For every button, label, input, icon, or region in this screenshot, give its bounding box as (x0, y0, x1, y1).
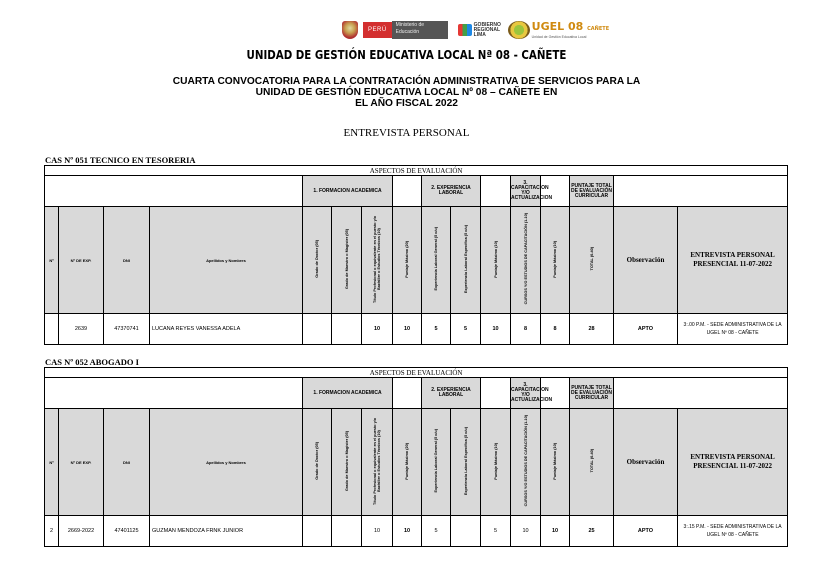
header-total-label: TOTAL (0-40) (589, 247, 594, 271)
cell-pm-experiencia: 10 (481, 314, 511, 345)
cell-exp-especifica (451, 516, 481, 547)
header-doctor (303, 409, 332, 516)
cell-maestro (332, 314, 362, 345)
table-row (45, 314, 788, 345)
header-exp-general (422, 409, 451, 516)
cell-observacion: APTO (614, 516, 678, 547)
header-entrevista: ENTREVISTA PERSONAL PRESENCIAL 11-07-2022 (678, 409, 788, 516)
cell-dni: 47370741 (104, 314, 150, 345)
header-pm-capacitacion (541, 409, 570, 516)
gobierno-regional-logo (458, 21, 501, 38)
group-experiencia: 2. EXPERIENCIA LABORAL (422, 378, 481, 409)
header-total-label: TOTAL (0-40) (589, 449, 594, 473)
page-title: UNIDAD DE GESTIÓN EDUCATIVA LOCAL Nª 08 - CAÑETE (246, 47, 567, 62)
header-pm-formacion (393, 207, 422, 314)
gobierno-regional-icon (458, 24, 472, 36)
header-maestro-label: Grado de Maestro o Magíster (05) (344, 228, 349, 290)
subtitle-line: EL AÑO FISCAL 2022 (355, 98, 458, 109)
header-pm-formacion-label: Puntaje Máximo (20) (405, 240, 409, 278)
cell-entrevista: 3:.00 P.M. - SEDE ADMINISTRATIVA DE LA UGEL Nº 08 - CAÑETE (678, 314, 788, 345)
header-total (570, 409, 614, 516)
blank-cell (45, 378, 303, 409)
header-pm-experiencia-label: Puntaje Máximo (10) (493, 240, 498, 278)
header-titulo (362, 409, 393, 516)
header-pm-capacitacion-label: Puntaje Máximo (10) (553, 240, 557, 278)
header-exp-general-label: Experiencia Laboral General (5 c/u) (434, 429, 438, 493)
header-observacion: Observación (614, 207, 678, 314)
cas-title: CAS Nº 051 TECNICO EN TESORERIA (45, 155, 196, 165)
header-pm-formacion-label: Puntaje Máximo (20) (405, 442, 409, 480)
cell-pm-formacion: 10 (393, 314, 422, 345)
header-entrevista: ENTREVISTA PERSONAL PRESENCIAL 11-07-2022 (678, 207, 788, 314)
cell-exp-general: 5 (422, 516, 451, 547)
blank-cell (45, 176, 303, 207)
header-dni: DNI (104, 409, 150, 516)
header-exp-general (422, 207, 451, 314)
evaluation-table (44, 165, 788, 345)
group-capacitacion: 3. CAPACITACION Y/O ACTUALIZACION (511, 176, 541, 207)
cell-nro: 2 (45, 516, 59, 547)
blank-cell (393, 176, 422, 207)
ugel-city: CAÑETE (587, 26, 610, 32)
header-exp: Nº DE EXP. (59, 207, 104, 314)
group-formacion: 1. FORMACION ACADEMICA (303, 378, 393, 409)
header-maestro (332, 207, 362, 314)
subtitle-line: CUARTA CONVOCATORIA PARA LA CONTRATACIÓN ADMINISTRATIVA DE SERVICIOS PARA LA (172, 76, 641, 87)
blank-cell (614, 378, 788, 409)
minedu-logo: Ministerio de Educación (392, 21, 448, 39)
blank-cell (481, 378, 511, 409)
header-pm-experiencia (481, 409, 511, 516)
group-puntaje-total: PUNTAJE TOTAL DE EVALUACIÓN CURRICULAR (570, 378, 614, 409)
group-formacion: 1. FORMACION ACADEMICA (303, 176, 393, 207)
cell-entrevista: 3:.15 P.M. - SEDE ADMINISTRATIVA DE LA UGEL Nº 08 - CAÑETE (678, 516, 788, 547)
header-maestro (332, 409, 362, 516)
header-pm-formacion (393, 409, 422, 516)
header-exp-general-label: Experiencia Laboral General (5 c/u) (434, 227, 438, 291)
cell-dni: 47401125 (104, 516, 150, 547)
header-logos (342, 20, 609, 40)
ugel-name: UGEL 08 (531, 20, 584, 33)
header-titulo-label: Título Profesional o equivalente en el puesto y/o Bachiller o Estudios Técnicos (10) (373, 417, 381, 505)
header-exp-especifica-label: Experiencia Laboral Específica (5 c/u) (463, 426, 468, 496)
header-pm-capacitacion-label: Puntaje Máximo (10) (553, 442, 557, 480)
aspectos-header: ASPECTOS DE EVALUACIÓN (45, 368, 788, 378)
cell-titulo: 10 (362, 516, 393, 547)
cell-pm-capacitacion: 8 (541, 314, 570, 345)
blank-cell (481, 176, 511, 207)
header-total (570, 207, 614, 314)
section-title: ENTREVISTA PERSONAL (343, 127, 470, 139)
evaluation-table (44, 367, 788, 547)
cell-doctor (303, 314, 332, 345)
header-exp: Nº DE EXP. (59, 409, 104, 516)
cell-nro (45, 314, 59, 345)
header-doctor-label: Grado de Doctor (05) (315, 442, 319, 480)
cell-total: 25 (570, 516, 614, 547)
page-subtitle (0, 76, 813, 109)
blank-cell (393, 378, 422, 409)
header-exp-especifica (451, 409, 481, 516)
cas-title: CAS Nº 052 ABOGADO I (45, 357, 139, 367)
ugel-emblem-icon (508, 21, 530, 39)
header-pm-experiencia-label: Puntaje Máximo (10) (493, 442, 498, 480)
subtitle-line: UNIDAD DE GESTIÓN EDUCATIVA LOCAL Nº 08 – CAÑETE EN (255, 87, 558, 98)
group-capacitacion: 3. CAPACITACION Y/O ACTUALIZACION (511, 378, 541, 409)
header-nro: Nº (45, 409, 59, 516)
cell-titulo: 10 (362, 314, 393, 345)
header-titulo (362, 207, 393, 314)
header-observacion: Observación (614, 409, 678, 516)
header-doctor (303, 207, 332, 314)
cell-maestro (332, 516, 362, 547)
peru-coat-of-arms-icon (342, 21, 358, 39)
blank-cell (541, 176, 570, 207)
peru-logo: PERÚ (363, 22, 392, 38)
cell-exp: 2639 (59, 314, 104, 345)
ugel-logo (508, 21, 609, 39)
header-nro: Nº (45, 207, 59, 314)
cell-observacion: APTO (614, 314, 678, 345)
header-exp-especifica-label: Experiencia Laboral Específica (5 c/u) (463, 224, 468, 294)
table-row (45, 516, 788, 547)
cell-cursos: 8 (511, 314, 541, 345)
header-pm-experiencia (481, 207, 511, 314)
header-cursos-label: CURSOS Y/O ESTUDIOS DE CAPACITACIÓN (1-10) (523, 213, 528, 305)
cell-exp: 2669-2022 (59, 516, 104, 547)
cell-nombre: GUZMAN MENDOZA FRNK JUNIOR (150, 516, 303, 547)
cell-exp-general: 5 (422, 314, 451, 345)
gobierno-regional-text: GOBIERNO REGIONAL LIMA (473, 21, 501, 38)
cell-total: 28 (570, 314, 614, 345)
header-nombres: Apellidos y Nombres (150, 207, 303, 314)
header-cursos (511, 207, 541, 314)
cell-pm-formacion: 10 (393, 516, 422, 547)
header-doctor-label: Grado de Doctor (05) (315, 240, 319, 278)
ugel-caption: Unidad de Gestión Educativa Local (531, 35, 587, 39)
cell-nombre: LUCANA REYES VANESSA ADELA (150, 314, 303, 345)
cell-pm-experiencia: 5 (481, 516, 511, 547)
blank-cell (541, 378, 570, 409)
cell-pm-capacitacion: 10 (541, 516, 570, 547)
cell-doctor (303, 516, 332, 547)
header-cursos-label: CURSOS Y/O ESTUDIOS DE CAPACITACIÓN (1-10) (523, 415, 528, 507)
header-dni: DNI (104, 207, 150, 314)
header-pm-capacitacion (541, 207, 570, 314)
group-puntaje-total: PUNTAJE TOTAL DE EVALUACIÓN CURRICULAR (570, 176, 614, 207)
header-nombres: Apellidos y Nombres (150, 409, 303, 516)
cell-cursos: 10 (511, 516, 541, 547)
blank-cell (614, 176, 788, 207)
header-titulo-label: Título Profesional o equivalente en el puesto y/o Bachiller o Estudios Técnicos (10) (373, 215, 381, 303)
header-maestro-label: Grado de Maestro o Magíster (05) (344, 430, 349, 492)
group-experiencia: 2. EXPERIENCIA LABORAL (422, 176, 481, 207)
aspectos-header: ASPECTOS DE EVALUACIÓN (45, 166, 788, 176)
header-cursos (511, 409, 541, 516)
cell-exp-especifica: 5 (451, 314, 481, 345)
header-exp-especifica (451, 207, 481, 314)
